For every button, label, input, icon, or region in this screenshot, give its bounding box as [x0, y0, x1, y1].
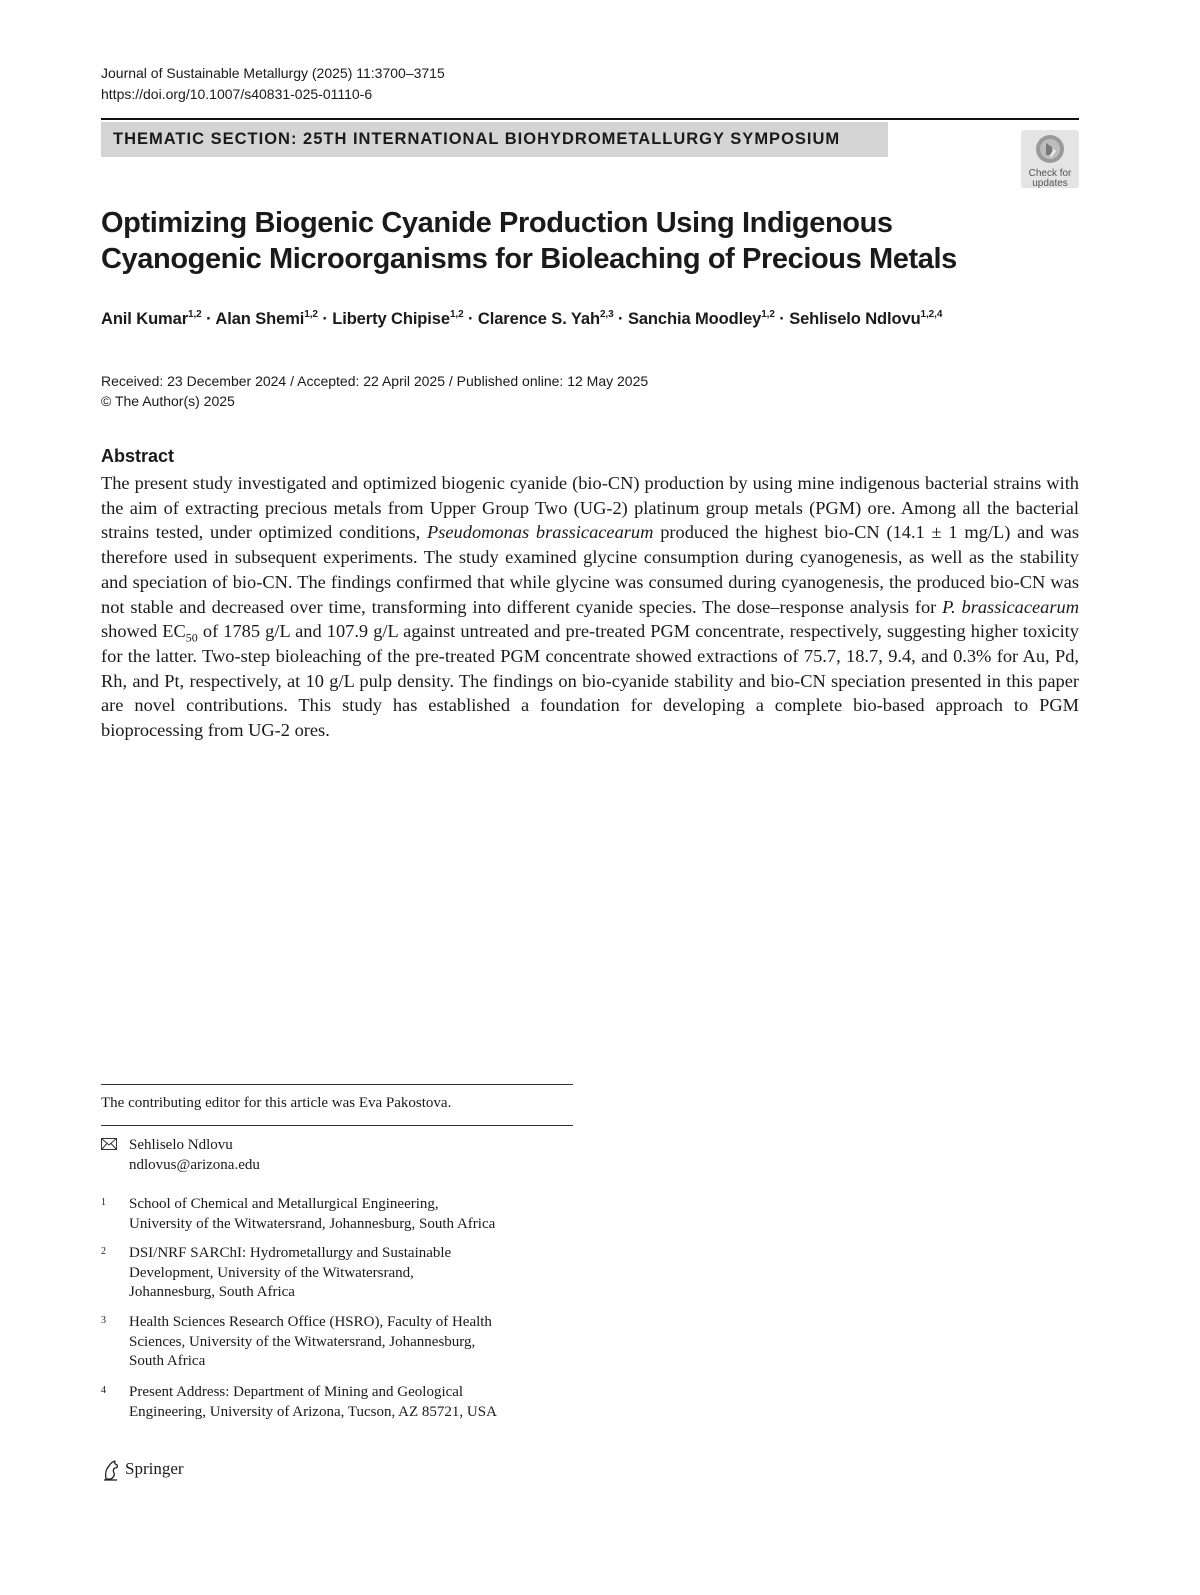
ec-subscript: 50 — [185, 630, 198, 645]
affiliation-line: Present Address: Department of Mining and Geological — [129, 1384, 464, 1400]
author-separator: · — [317, 310, 333, 328]
affiliation-line: Johannesburg, South Africa — [129, 1284, 295, 1301]
abstract-segment: showed EC — [101, 621, 186, 642]
journal-header — [101, 63, 445, 105]
abstract-heading: Abstract — [101, 446, 175, 466]
corresponding-email[interactable]: ndlovus@arizona.edu — [129, 1157, 260, 1173]
abstract-segment: The present study investigated and optimized biogenic cyanide (bio-CN) production by using mine indigenous bacterial strains with the aim of extracting precious metals from Upper Group Two (UG-2) platinum group metals (PGM) ore. Among all the bacterial strains tested, under optimized conditions, — [101, 473, 1079, 543]
affiliation-line: DSI/NRF SARChI: Hydrometallurgy and Sustainable — [129, 1245, 452, 1261]
section-banner: THEMATIC SECTION: 25TH INTERNATIONAL BIOHYDROMETALLURGY SYMPOSIUM — [101, 122, 888, 157]
author-name[interactable]: Alan Shemi — [215, 310, 305, 328]
author-name[interactable]: Anil Kumar — [101, 310, 189, 328]
title-line-1: Optimizing Biogenic Cyanide Production Using Indigenous — [101, 207, 893, 239]
affiliation-line: Development, University of the Witwatersrand, — [129, 1264, 414, 1281]
abstract-text — [101, 471, 1079, 743]
corresponding-name: Sehliselo Ndlovu — [129, 1137, 233, 1153]
affiliation-line: Sciences, University of the Witwatersrand, Johannesburg, — [129, 1333, 476, 1350]
abstract-segment: of 1785 g/L and 107.9 g/L against untreated and pre-treated PGM concentrate, respectively, suggesting higher toxicity for the latter. Two-step bioleaching of the pre-treated PGM concentrate showed extractions of 75.7, 18.7, 9.4, and 0.3% for Au, Pd, Rh, and Pt, respectively, at 10 g/L pulp density. The findings on bio-cyanide stability and bio-CN speciation presented in this paper are novel contributions. This study has established a foundation for developing a complete bio-based approach to PGM bioprocessing from UG-2 ores. — [101, 621, 1079, 741]
author-affiliation: 1,2 — [304, 309, 318, 320]
check-for-updates-icon — [1035, 134, 1065, 164]
title-line-2: Cyanogenic Microorganisms for Bioleaching of Precious Metals — [101, 243, 957, 275]
affiliation-line: South Africa — [129, 1353, 206, 1370]
author-affiliation: 1,2 — [761, 309, 775, 320]
affiliation-line: Engineering, University of Arizona, Tucson, AZ 85721, USA — [129, 1403, 497, 1420]
publication-history: Received: 23 December 2024 / Accepted: 22 April 2025 / Published online: 12 May 2025 — [101, 373, 649, 389]
affiliation-number: 1 — [101, 1197, 106, 1208]
author-name[interactable]: Sehliselo Ndlovu — [789, 310, 921, 328]
affiliation-number: 4 — [101, 1385, 106, 1396]
author-name[interactable]: Sanchia Moodley — [627, 310, 762, 328]
species-name: Pseudomonas brassicacearum — [427, 522, 654, 543]
author-affiliation: 1,2 — [449, 309, 464, 320]
author-separator: · — [774, 310, 790, 328]
affiliation-number: 3 — [101, 1315, 106, 1326]
author-affiliation: 1,2 — [188, 309, 202, 320]
author-name[interactable]: Clarence S. Yah — [477, 310, 600, 328]
editor-note: The contributing editor for this article was Eva Pakostova. — [101, 1095, 452, 1111]
check-for-updates-line2: updates — [1032, 178, 1068, 189]
doi-link[interactable]: https://doi.org/10.1007/s40831-025-01110-6 — [101, 86, 373, 102]
abstract-segment: produced the highest bio-CN (14.1 ± 1 mg/L) and was therefore used in subsequent experiments. The study examined glycine consumption during cyanogenesis, as well as the stability and speciation of bio-CN. The findings confirmed that while glycine was consumed during cyanogenesis, the produced bio-CN was not stable and decreased over time, transforming into different cyanide species. The dose–response analysis for — [101, 522, 1080, 617]
publisher-name: Springer — [125, 1459, 184, 1478]
envelope-icon[interactable] — [101, 1138, 117, 1150]
footnote-rule — [101, 1084, 573, 1085]
check-for-updates-line1: Check for — [1028, 168, 1072, 179]
copyright-notice: © The Author(s) 2025 — [101, 393, 235, 409]
article-dates — [101, 371, 648, 411]
check-for-updates-button[interactable] — [1021, 130, 1079, 188]
affiliation-line: University of the Witwatersrand, Johannesburg, South Africa — [129, 1215, 496, 1232]
author-separator: · — [613, 310, 628, 328]
author-name[interactable]: Liberty Chipise — [332, 310, 450, 328]
article-title — [101, 205, 1091, 277]
affiliation-line: School of Chemical and Metallurgical Engineering, — [129, 1196, 439, 1212]
footnote-rule — [101, 1125, 573, 1126]
author-list — [101, 310, 942, 329]
springer-horse-icon — [101, 1459, 121, 1481]
journal-citation: Journal of Sustainable Metallurgy (2025) 11:3700–3715 — [101, 65, 445, 81]
author-affiliation: 1,2,4 — [920, 309, 943, 320]
author-separator: · — [201, 310, 216, 328]
author-separator: · — [463, 310, 478, 328]
header-rule — [101, 118, 1079, 120]
affiliation-number: 2 — [101, 1246, 106, 1257]
author-affiliation: 2,3 — [599, 309, 614, 320]
affiliation-line: Health Sciences Research Office (HSRO), Faculty of Health — [129, 1314, 492, 1330]
species-name: P. brassicacearum — [942, 596, 1079, 617]
